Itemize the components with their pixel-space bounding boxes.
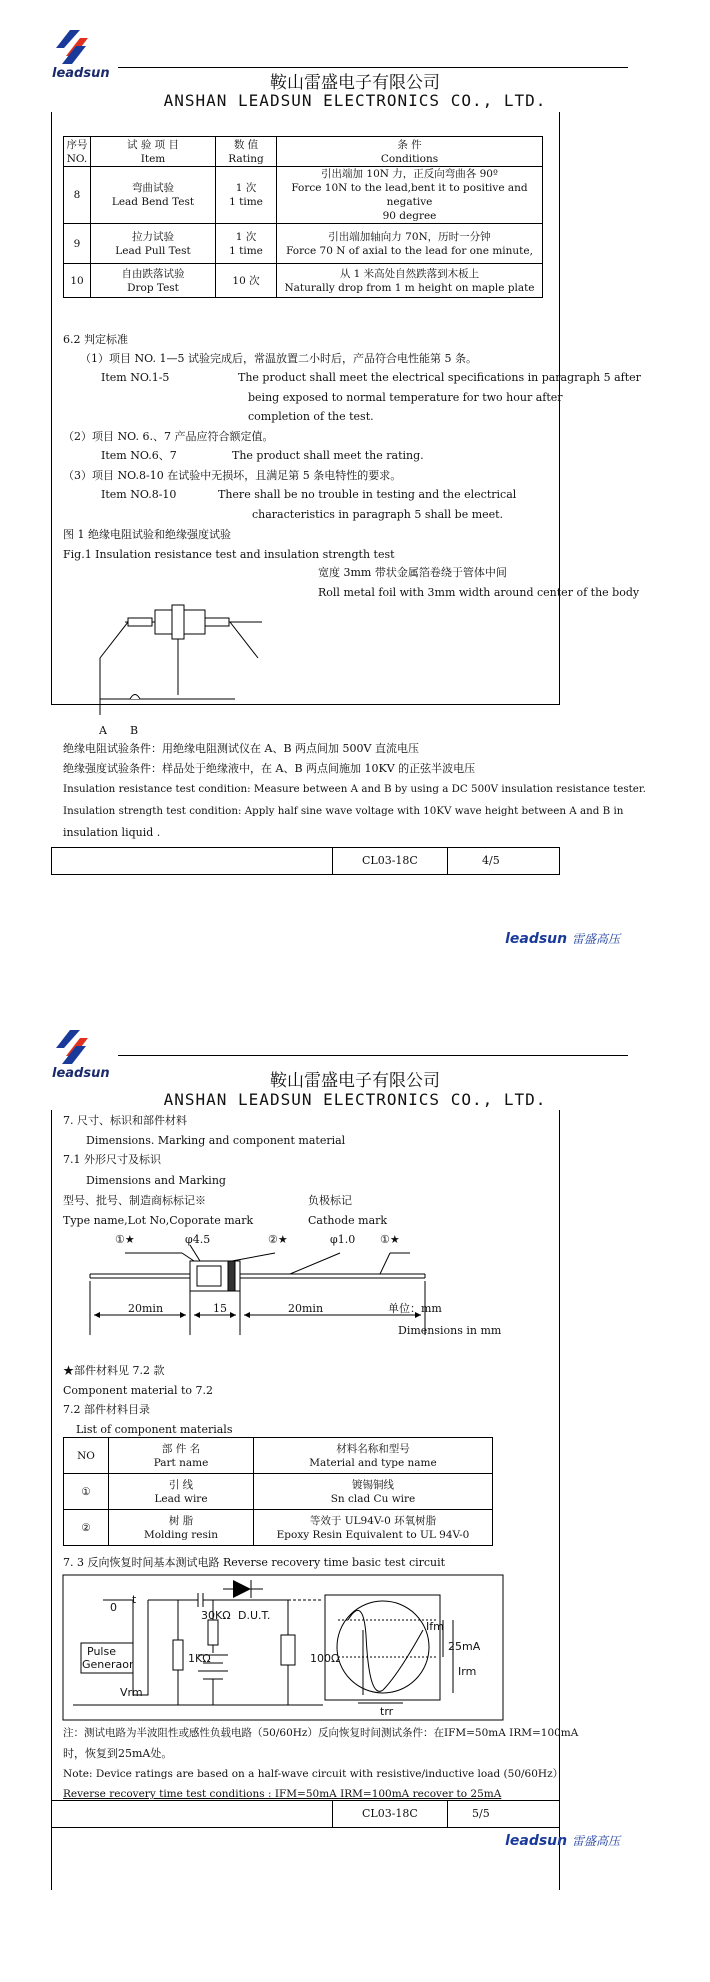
- section-7-2: 7.2 部件材料目录: [63, 1403, 150, 1416]
- table-row: 9 拉力试验 Lead Pull Test 1 次 1 time 引出端加轴向力 70N，历时一分钟 Force 70 N of axial to the lead for one minute,: [64, 224, 543, 264]
- r-100: 100Ω: [310, 1652, 340, 1665]
- mark-1-right: ①★: [380, 1233, 400, 1246]
- logo-text: leadsun: [52, 66, 110, 81]
- mark-1-left: ①★: [115, 1233, 135, 1246]
- table-row: 8 弯曲试验 Lead Bend Test 1 次 1 time 引出端加 10N 力，正反向弯曲各 90º Force 10N to the lead,bent it to positive and negative 90 degree: [64, 167, 543, 224]
- ir-condition-cn: 绝缘电阻试验条件：用绝缘电阻测试仪在 A、B 两点间加 500V 直流电压: [63, 742, 419, 755]
- trr-label: trr: [380, 1705, 394, 1718]
- footer-brand: [505, 1832, 620, 1849]
- company-name-en: ANSHAN LEADSUN ELECTRONICS CO., LTD.: [163, 1090, 547, 1109]
- irm-label: Irm: [458, 1665, 477, 1678]
- material-ref-cn: ★部件材料见 7.2 款: [63, 1364, 165, 1377]
- dia-lead: φ1.0: [330, 1233, 356, 1246]
- r-1k: 1KΩ: [188, 1652, 211, 1665]
- company-name-cn: 鞍山雷盛电子有限公司: [270, 73, 440, 93]
- zero-label: 0: [110, 1601, 117, 1614]
- section-7-1: 7.1 外形尺寸及标识: [63, 1153, 161, 1166]
- logo-text: leadsun: [52, 1066, 110, 1081]
- generator-label: Generaor: [82, 1658, 134, 1671]
- footer-brand-text: leadsun: [505, 1833, 568, 1849]
- fig1-note-cn: 宽度 3mm 带状金属箔卷绕于管体中间: [318, 566, 507, 579]
- unit-en: Dimensions in mm: [398, 1324, 502, 1337]
- page-footer: [51, 1800, 560, 1828]
- section-7-3: 7. 3 反向恢复时间基本测试电路 Reverse recovery time basic test circuit: [63, 1556, 446, 1569]
- mark-2: ②★: [268, 1233, 288, 1246]
- footer-brand-cn: 雷盛高压: [571, 1834, 620, 1848]
- cathode-mark-cn: 负极标记: [308, 1194, 352, 1207]
- th-item: 试 验 项 目 Item: [91, 137, 216, 167]
- th-conditions: 条 件 Conditions: [277, 137, 543, 167]
- table-row: ① 引 线 Lead wire 镀锡铜线 Sn clad Cu wire: [64, 1474, 493, 1510]
- th-rating: 数 值 Rating: [216, 137, 277, 167]
- criterion-1-cn: （1）项目 NO. 1—5 试验完成后，常温放置二小时后，产品符合电性能第 5 条。: [80, 352, 477, 365]
- footer-brand: [505, 930, 620, 947]
- section-6-2: 6.2 判定标准: [63, 333, 128, 346]
- material-ref-en: Component material to 7.2: [63, 1384, 214, 1397]
- is-condition-cn: 绝缘强度试验条件：样品处于绝缘液中，在 A、B 两点间施加 10KV 的正弦半波电压: [63, 762, 476, 775]
- criterion-3-en-b: characteristics in paragraph 5 shall be meet.: [252, 508, 504, 521]
- footer-brand-cn: 雷盛高压: [571, 932, 620, 946]
- footer-brand-text: leadsun: [505, 931, 568, 947]
- ifm-label: Ifm: [426, 1620, 444, 1633]
- criterion-2-cn: （2）项目 NO. 6.、7 产品应符合额定值。: [63, 430, 274, 443]
- criterion-1-en-b: being exposed to normal temperature for two hour after: [248, 391, 563, 404]
- point-b: B: [130, 724, 139, 737]
- materials-table: NO 部 件 名 Part name 材料名称和型号 Material and type name ① 引 线 Lead wire 镀锡铜线 Sn clad Cu wire ② 树 脂 Molding resin 等效于 UL94V-0 环氧树脂 Epoxy Resin Equivalent to UL 94V-0: [63, 1437, 493, 1546]
- dut-label: D.U.T.: [238, 1609, 271, 1622]
- section-7: 7. 尺寸、标识和部件材料: [63, 1114, 187, 1127]
- page-footer: [51, 847, 560, 875]
- doc-code: CL03-18C: [362, 1807, 418, 1820]
- len-lead-right: 20min: [288, 1302, 324, 1315]
- len-lead-left: 20min: [128, 1302, 164, 1315]
- th-no: 序号 NO.: [64, 137, 91, 167]
- unit-cn: 单位：mm: [388, 1302, 442, 1315]
- point-a: A: [99, 724, 107, 737]
- fig1-title-en: Fig.1 Insulation resistance test and insulation strength test: [63, 548, 395, 561]
- ma-label: 25mA: [448, 1640, 481, 1653]
- header-rule: [118, 1055, 628, 1056]
- criterion-3-item: Item NO.8-10: [101, 488, 177, 501]
- r-30k: 30KΩ: [201, 1609, 231, 1622]
- is-condition-en: Insulation strength test condition: Apply half sine wave voltage with 10KV wave height between A and B in: [63, 805, 624, 817]
- page-5: [0, 1000, 710, 1982]
- type-mark-en: Type name,Lot No,Coporate mark: [63, 1214, 254, 1227]
- materials-list-title: List of component materials: [76, 1423, 233, 1436]
- company-name-cn: 鞍山雷盛电子有限公司: [270, 1071, 440, 1091]
- page-4: [0, 0, 710, 960]
- fig1-note-en: Roll metal foil with 3mm width around center of the body: [318, 586, 640, 599]
- note-cn-2: 时，恢复到25mA处。: [63, 1747, 173, 1760]
- criterion-2-item: Item NO.6、7: [101, 449, 177, 462]
- criterion-1-en-a: The product shall meet the electrical specifications in paragraph 5 after: [238, 371, 641, 384]
- logo-mark-icon: [52, 1030, 92, 1064]
- len-body: 15: [213, 1302, 227, 1315]
- page-number: 4/5: [482, 854, 500, 867]
- section-7-en: Dimensions. Marking and component material: [86, 1134, 346, 1147]
- page-number: 5/5: [472, 1807, 490, 1820]
- is-condition-en-cont: insulation liquid .: [63, 826, 161, 839]
- ir-condition-en: Insulation resistance test condition: Measure between A and B by using a DC 500V insulation resistance tester.: [63, 783, 646, 795]
- pulse-label: Pulse: [87, 1645, 116, 1658]
- note-en-1: Note: Device ratings are based on a half-wave circuit with resistive/inductive load (50/60Hz）: [63, 1768, 564, 1780]
- table-row: ② 树 脂 Molding resin 等效于 UL94V-0 环氧树脂 Epoxy Resin Equivalent to UL 94V-0: [64, 1510, 493, 1546]
- criterion-1-en-c: completion of the test.: [248, 410, 374, 423]
- cathode-mark-en: Cathode mark: [308, 1214, 388, 1227]
- doc-code: CL03-18C: [362, 854, 418, 867]
- criterion-2-en: The product shall meet the rating.: [232, 449, 424, 462]
- type-mark-cn: 型号、批号、制造商标标记※: [63, 1194, 206, 1207]
- logo-mark-icon: [52, 30, 92, 64]
- criterion-3-en-a: There shall be no trouble in testing and the electrical: [218, 488, 517, 501]
- criterion-1-item: Item NO.1-5: [101, 371, 170, 384]
- criterion-3-cn: （3）项目 NO.8-10 在试验中无损坏，且满足第 5 条电特性的要求。: [63, 469, 402, 482]
- vrm-label: Vrm: [120, 1686, 143, 1699]
- company-name-en: ANSHAN LEADSUN ELECTRONICS CO., LTD.: [163, 91, 547, 110]
- test-table: [63, 136, 543, 298]
- fig1-title-cn: 图 1 绝缘电阻试验和绝缘强度试验: [63, 528, 231, 541]
- dims-marking-en: Dimensions and Marking: [86, 1174, 226, 1187]
- note-cn-1: 注：测试电路为半波阻性或感性负载电路（50/60Hz）反向恢复时间测试条件：在IFM=50mA IRM=100mA: [63, 1727, 579, 1739]
- insulation-test-diagram: [80, 592, 330, 727]
- t-label: t: [132, 1593, 137, 1606]
- note-en-2: Reverse recovery time test conditions : IFM=50mA IRM=100mA recover to 25mA: [63, 1788, 502, 1800]
- dia-body: φ4.5: [185, 1233, 211, 1246]
- table-row: 10 自由跌落试验 Drop Test 10 次 从 1 米高处自然跌落到木板上 Naturally drop from 1 m height on maple plate: [64, 264, 543, 298]
